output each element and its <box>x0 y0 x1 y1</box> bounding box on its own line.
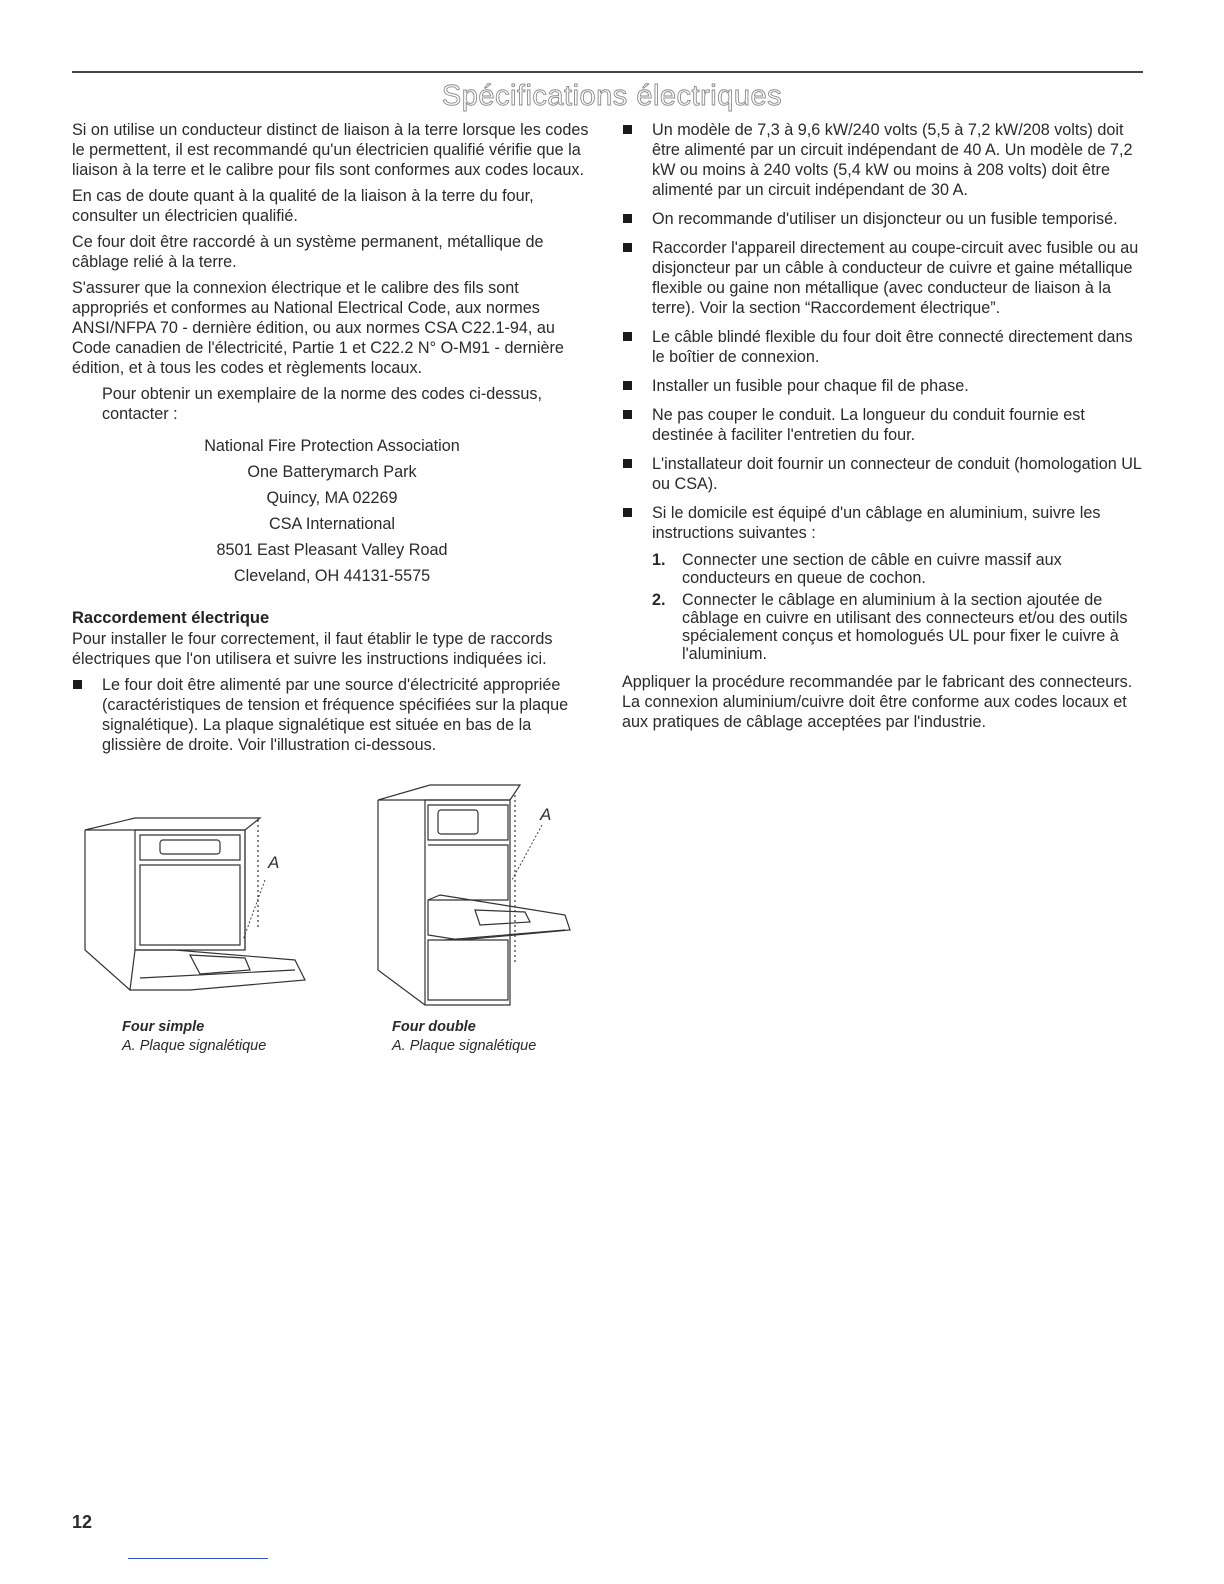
page-title: Spécifications électriques <box>441 80 783 112</box>
header-rule <box>72 71 1143 73</box>
paragraph: Si on utilise un conducteur distinct de liaison à la terre lorsque les codes le permettent, il est recommandé qu'un électricien qualifié vérifie que la liaison à la terre et le calibre pour fils sont conformes aux codes locaux. <box>72 121 589 179</box>
section-heading: Raccordement électrique <box>72 609 270 627</box>
figure-caption-single <box>122 1018 266 1056</box>
paragraph: En cas de doute quant à la qualité de la liaison à la terre du four, consulter un électricien qualifié. <box>72 187 534 225</box>
square-bullet-icon <box>623 125 632 134</box>
figure-title: Four simple <box>122 1019 205 1035</box>
paragraph: Ce four doit être raccordé à un système permanent, métallique de câblage relié à la terre. <box>72 233 544 271</box>
bullet-list <box>622 120 1144 663</box>
single-oven-illustration <box>80 810 320 1010</box>
list-item: Si le domicile est équipé d'un câblage en aluminium, suivre les instructions suivantes : 1. Connecter une section de câble en cuivre massif aux conducteurs en queue de cochon. 2. Connecter le câblage en aluminium à la section ajoutée de câblage en cuivre en utilisant des connecteurs et/ou des outils spécialement conçus et homologués UL pour fixer le cuivre à l'aluminium. <box>622 503 1144 663</box>
square-bullet-icon <box>623 508 632 517</box>
address-line: CSA International <box>269 515 395 533</box>
list-item: L'installateur doit fournir un connecteur de conduit (homologation UL ou CSA). <box>622 454 1144 494</box>
square-bullet-icon <box>623 214 632 223</box>
figure-caption-double <box>392 1018 536 1056</box>
bullet-list <box>72 675 592 755</box>
square-bullet-icon <box>623 381 632 390</box>
step-item: 2. Connecter le câblage en aluminium à la section ajoutée de câblage en cuivre en utilisant des connecteurs et/ou des outils spécialement conçus et homologués UL pour fixer le cuivre à l'aluminium. <box>652 591 1128 663</box>
address-line: 8501 East Pleasant Valley Road <box>216 541 448 559</box>
label-a: A <box>540 805 552 824</box>
double-oven-illustration <box>370 770 585 1010</box>
square-bullet-icon <box>623 410 632 419</box>
paragraph: Pour installer le four correctement, il faut établir le type de raccords électriques que l'on utilisera et suivre les instructions indiquées ici. <box>72 630 553 668</box>
right-column <box>622 120 1144 738</box>
list-item: Ne pas couper le conduit. La longueur du conduit fournie est destinée à faciliter l'entretien du four. <box>622 405 1144 445</box>
figure-title: Four double <box>392 1019 476 1035</box>
label-a: A <box>268 853 280 872</box>
address-csa <box>72 514 592 586</box>
figure-caption: A. Plaque signalétique <box>122 1038 267 1054</box>
step-item: 1. Connecter une section de câble en cuivre massif aux conducteurs en queue de cochon. <box>652 551 1062 587</box>
list-item: Raccorder l'appareil directement au coupe-circuit avec fusible ou au disjoncteur par un câble à conducteur de cuivre et gaine métallique flexible ou gaine non métallique (avec conducteur de liaison à la terre). Voir la section “Raccordement électrique”. <box>622 238 1144 318</box>
obtain-paragraph: Pour obtenir un exemplaire de la norme des codes ci-dessus, contacter : <box>102 385 542 423</box>
address-line: Cleveland, OH 44131-5575 <box>233 567 431 585</box>
square-bullet-icon <box>73 680 82 689</box>
address-line: Quincy, MA 02269 <box>266 489 398 507</box>
list-item: Le four doit être alimenté par une source d'électricité appropriée (caractéristiques de tension et fréquence spécifiées sur la plaque signalétique). La plaque signalétique est située en bas de la glissière de droite. Voir l'illustration ci-dessous. <box>72 675 592 755</box>
square-bullet-icon <box>623 332 632 341</box>
page-number: 12 <box>72 1512 93 1532</box>
square-bullet-icon <box>623 459 632 468</box>
paragraph: S'assurer que la connexion électrique et le calibre des fils sont appropriés et conformes au National Electrical Code, aux normes ANSI/NFPA 70 - dernière édition, ou aux normes CSA C22.1-94, au Code canadien de l'électricité, Partie 1 et C22.2 N° O-M91 - dernière édition, et à tous les codes et règlements locaux. <box>72 279 564 377</box>
numbered-steps <box>652 551 1144 663</box>
address-nfpa <box>72 436 592 508</box>
square-bullet-icon <box>623 243 632 252</box>
footer-line <box>128 1558 268 1559</box>
figure-caption: A. Plaque signalétique <box>392 1038 537 1054</box>
list-item: Le câble blindé flexible du four doit être connecté directement dans le boîtier de connexion. <box>622 327 1144 367</box>
list-item: Un modèle de 7,3 à 9,6 kW/240 volts (5,5 à 7,2 kW/208 volts) doit être alimenté par un circuit indépendant de 40 A. Un modèle de 7,2 kW ou moins à 240 volts (5,4 kW ou moins à 208 volts) doit être alimenté par un circuit indépendant de 30 A. <box>622 120 1144 200</box>
closing-paragraph: Appliquer la procédure recommandée par le fabricant des connecteurs. La connexion aluminium/cuivre doit être conforme aux codes locaux et aux pratiques de câblage acceptées par l'industrie. <box>622 673 1133 731</box>
left-column <box>72 120 592 764</box>
address-line: One Batterymarch Park <box>247 463 417 481</box>
address-line: National Fire Protection Association <box>204 437 460 455</box>
list-item: Installer un fusible pour chaque fil de phase. <box>622 376 1144 396</box>
list-item: On recommande d'utiliser un disjoncteur ou un fusible temporisé. <box>622 209 1144 229</box>
